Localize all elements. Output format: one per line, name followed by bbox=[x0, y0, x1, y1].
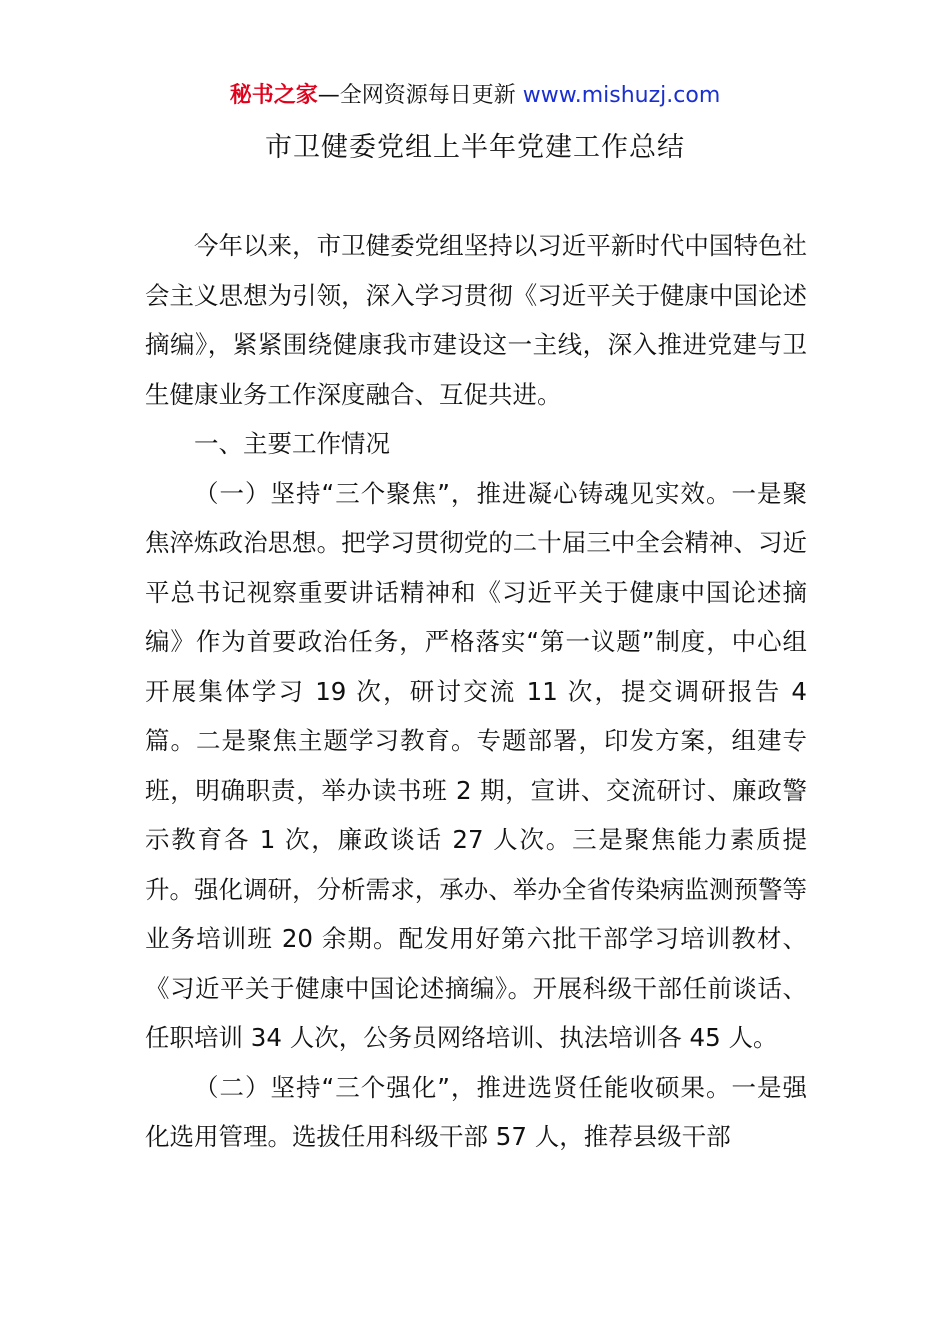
document-title: 市卫健委党组上半年党建工作总结 bbox=[265, 132, 685, 163]
paragraph-section-1: （一）坚持“三个聚焦”，推进凝心铸魂见实效。一是聚焦淬炼政治思想。把学习贯彻党的二十届三中全会精神、习近平总书记视察重要讲话精神和《习近平关于健康中国论述摘编》作为首要政治任务，严格落实“第一议题”制度，中心组开展集体学习 19 次，研讨交流 11 次，提交调研报告 4 篇。二是聚焦主题学习教育。专题部署，印发方案，组建专班，明确职责，举办读书班 2 期，宣讲、交流研讨、廉政警示教育各 1 次，廉政谈话 27 人次。三是聚焦能力素质提升。强化调研，分析需求，承办、举办全省传染病监测预警等业务培训班 20 余期。配发用好第六批干部学习培训教材、《习近平关于健康中国论述摘编》。开展科级干部任前谈话、任职培训 34 人次，公务员网络培训、执法培训各 45 人。 bbox=[145, 478, 807, 1052]
section-heading: 一、主要工作情况 bbox=[194, 429, 390, 458]
document-body bbox=[145, 221, 807, 1162]
site-url[interactable]: www.mishuzj.com bbox=[522, 83, 721, 108]
site-header bbox=[0, 80, 950, 112]
site-brand: 秘书之家 bbox=[229, 83, 318, 108]
paragraph-intro: 今年以来，市卫健委党组坚持以习近平新时代中国特色社会主义思想为引领，深入学习贯彻《习近平关于健康中国论述摘编》，紧紧围绕健康我市建设这一主线，深入推进党建与卫生健康业务工作深度融合、互促共进。 bbox=[145, 231, 807, 409]
site-tagline: —全网资源每日更新 bbox=[317, 83, 516, 108]
paragraph-section-2: （二）坚持“三个强化”，推进选贤任能收硕果。一是强化选用管理。选拔任用科级干部 57 人，推荐县级干部 bbox=[145, 1072, 807, 1151]
